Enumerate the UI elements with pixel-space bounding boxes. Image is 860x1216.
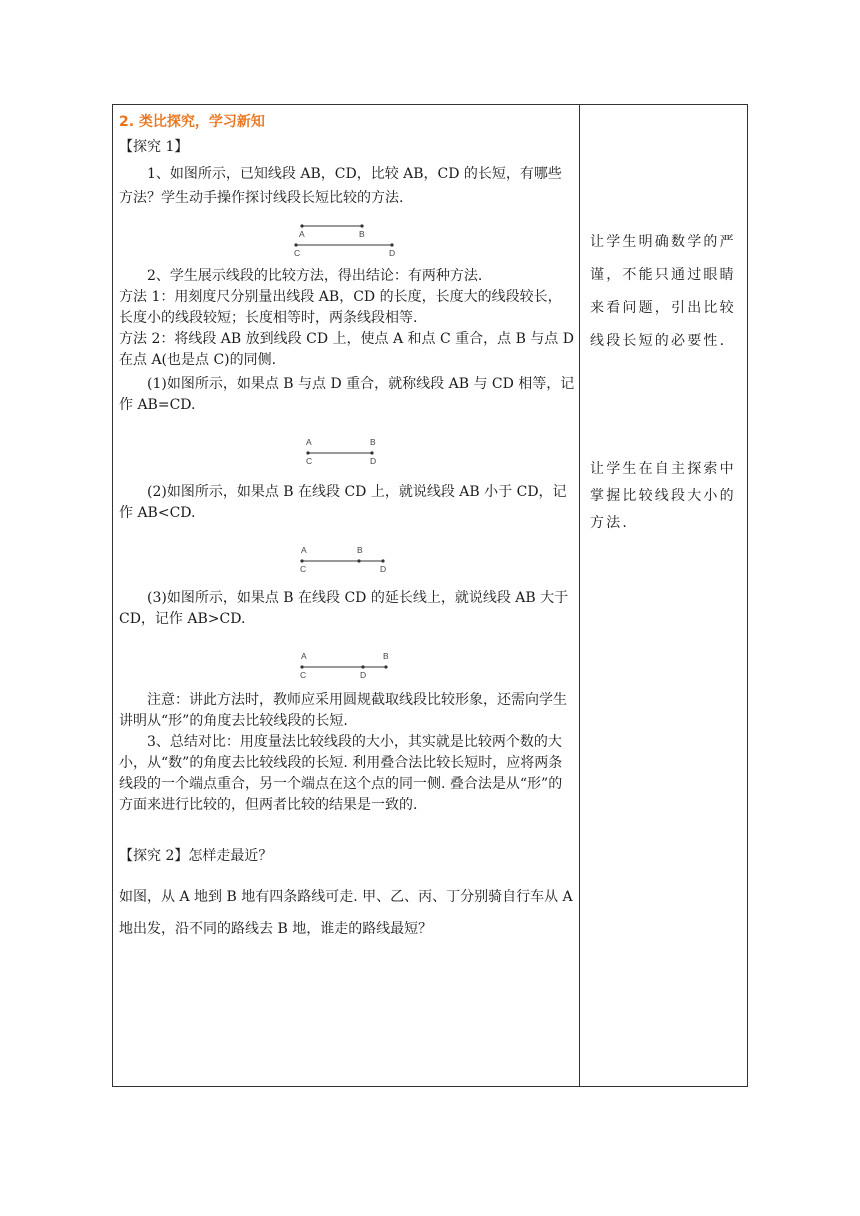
label-b: B — [357, 545, 363, 555]
figure-ab-cd — [292, 218, 402, 258]
point-a — [300, 224, 303, 227]
label-c: C — [300, 670, 307, 680]
figure-equal — [302, 436, 392, 476]
point-b — [360, 224, 363, 227]
point-c — [294, 243, 297, 246]
explore1-p2: 2、学生展示线段的比较方法，得出结论：有两种方法. — [147, 268, 483, 284]
label-b: B — [370, 437, 376, 447]
method-2: 方法 2：将线段 AB 放到线段 CD 上，使点 A 和点 C 重合，点 B 与点 D 在点 A(也是点 C)的同侧. — [119, 331, 574, 368]
label-d: D — [389, 248, 396, 258]
label-a: A — [306, 437, 312, 447]
point-c — [300, 559, 303, 562]
label-d: D — [370, 456, 377, 466]
case-2: (2)如图所示，如果点 B 在线段 CD 上，就说线段 AB 小于 CD，记作 AB<CD. — [119, 484, 567, 521]
figure-less — [297, 544, 397, 582]
label-a: A — [301, 651, 307, 661]
section-heading: 2. 类比探究，学习新知 — [119, 114, 265, 130]
label-d: D — [380, 564, 387, 574]
point-d — [361, 665, 364, 668]
side-note-1: 让学生明确数学的严谨，不能只通过眼睛来看问题，引出比较线段长短的必要性. — [590, 234, 736, 349]
side-note-2: 让学生在自主探索中掌握比较线段大小的方法. — [590, 461, 736, 531]
label-b: B — [383, 651, 389, 661]
label-b: B — [359, 229, 365, 239]
method-1: 方法 1：用刻度尺分别量出线段 AB，CD 的长度，长度大的线段较长，长度小的线段较短；长度相等时，两条线段相等. — [119, 289, 562, 326]
note: 注意：讲此方法时，教师应采用圆规截取线段比较形象，还需向学生讲明从“形”的角度去比较线段的长短. — [119, 692, 567, 729]
figure-greater — [297, 650, 397, 688]
point-b — [384, 665, 387, 668]
explore1-p1: 1、如图所示，已知线段 AB，CD，比较 AB，CD 的长短，有哪些方法？学生动手操作探讨线段长短比较的方法. — [119, 166, 562, 206]
label-a: A — [301, 545, 307, 555]
explore1-title: 【探究 1】 — [119, 139, 189, 155]
case-1: (1)如图所示，如果点 B 与点 D 重合，就称线段 AB 与 CD 相等，记作 AB=CD. — [119, 376, 575, 413]
point-b — [357, 559, 360, 562]
column-divider — [579, 104, 580, 1087]
explore2-p1: 如图，从 A 地到 B 地有四条路线可走. 甲、乙、丙、丁分别骑自行车从 A 地出发，沿不同的路线去 B 地，谁走的路线最短？ — [119, 889, 573, 937]
point-c — [306, 451, 309, 454]
point-c — [300, 665, 303, 668]
label-a: A — [299, 229, 305, 239]
point-d — [381, 559, 384, 562]
label-d: D — [360, 670, 367, 680]
point-d — [370, 451, 373, 454]
summary: 3、总结对比：用度量法比较线段的大小，其实就是比较两个数的大小，从“数”的角度去比较线段的长短. 利用叠合法比较长短时，应将两条线段的一个端点重合，另一个端点在这个点的同一侧. 叠合法是从“形”的方面来进行比较的，但两者比较的结果是一致的. — [119, 734, 563, 813]
label-c: C — [306, 456, 313, 466]
explore2-title: 【探究 2】怎样走最近？ — [119, 848, 273, 864]
label-c: C — [300, 564, 307, 574]
point-d — [390, 243, 393, 246]
main-column — [119, 112, 575, 945]
label-c: C — [294, 248, 301, 258]
case-3: (3)如图所示，如果点 B 在线段 CD 的延长线上，就说线段 AB 大于 CD，记作 AB>CD. — [119, 590, 569, 627]
